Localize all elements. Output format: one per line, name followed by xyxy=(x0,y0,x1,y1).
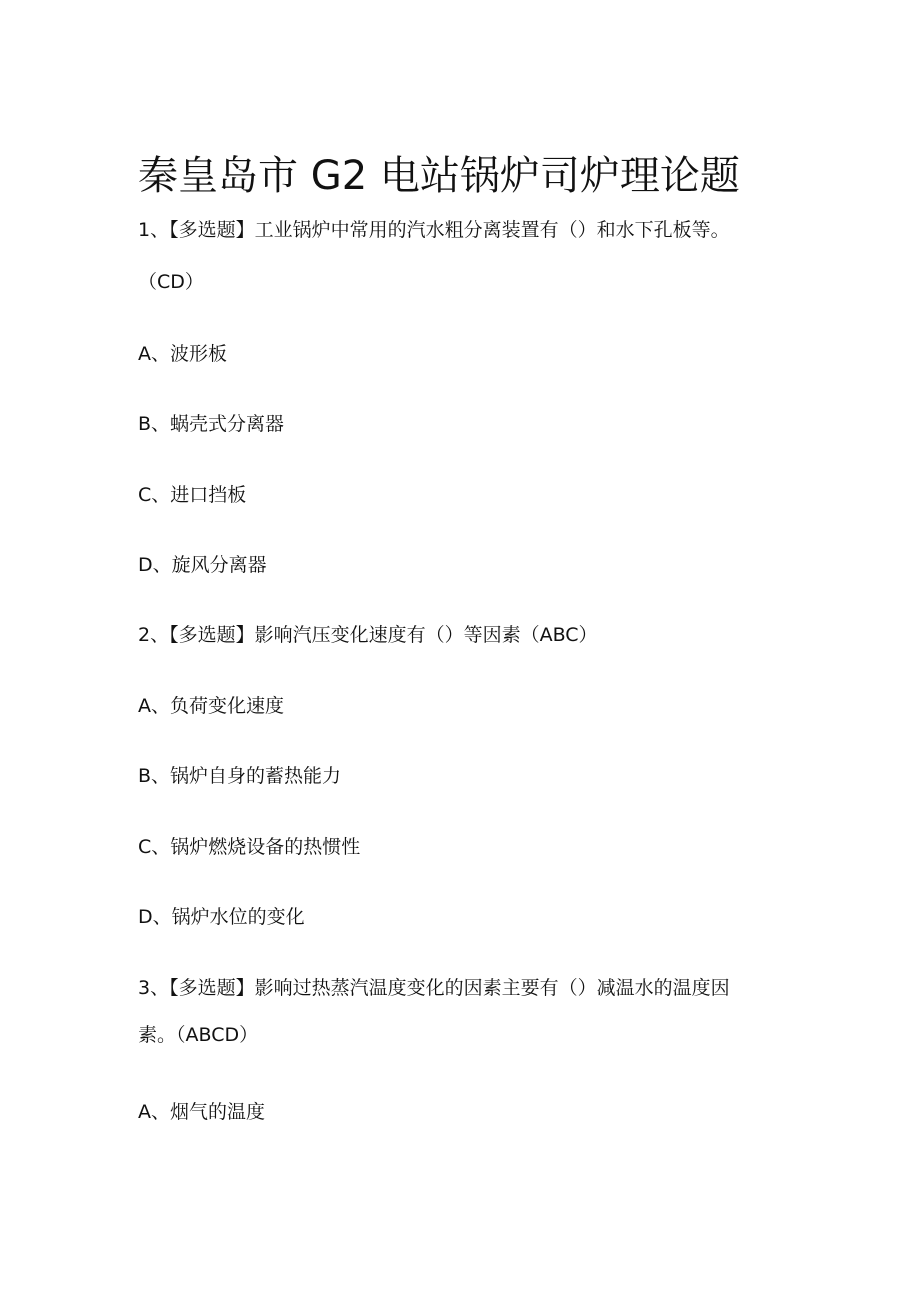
question-3-stem: 3、【多选题】影响过热蒸汽温度变化的因素主要有（）减温水的温度因 xyxy=(138,977,730,999)
question-1-option-d: D、旋风分离器 xyxy=(138,554,267,576)
question-2-option-c: C、锅炉燃烧设备的热惯性 xyxy=(138,836,361,858)
question-2-option-a: A、负荷变化速度 xyxy=(138,695,284,717)
document-title: 秦皇岛市 G2 电站锅炉司炉理论题 xyxy=(138,152,740,199)
question-1-option-b: B、蜗壳式分离器 xyxy=(138,413,285,435)
question-3-stem-continued: 素。（ABCD） xyxy=(138,1024,259,1046)
question-1-stem: 1、【多选题】工业锅炉中常用的汽水粗分离装置有（）和水下孔板等。 xyxy=(138,219,730,241)
question-3-option-a: A、烟气的温度 xyxy=(138,1101,265,1123)
question-2-option-d: D、锅炉水位的变化 xyxy=(138,906,305,928)
question-1-option-a: A、波形板 xyxy=(138,343,227,365)
question-2-stem: 2、【多选题】影响汽压变化速度有（）等因素（ABC） xyxy=(138,624,598,646)
question-1-option-c: C、进口挡板 xyxy=(138,484,247,506)
question-1-answer: （CD） xyxy=(138,271,204,293)
question-2-option-b: B、锅炉自身的蓄热能力 xyxy=(138,765,342,787)
